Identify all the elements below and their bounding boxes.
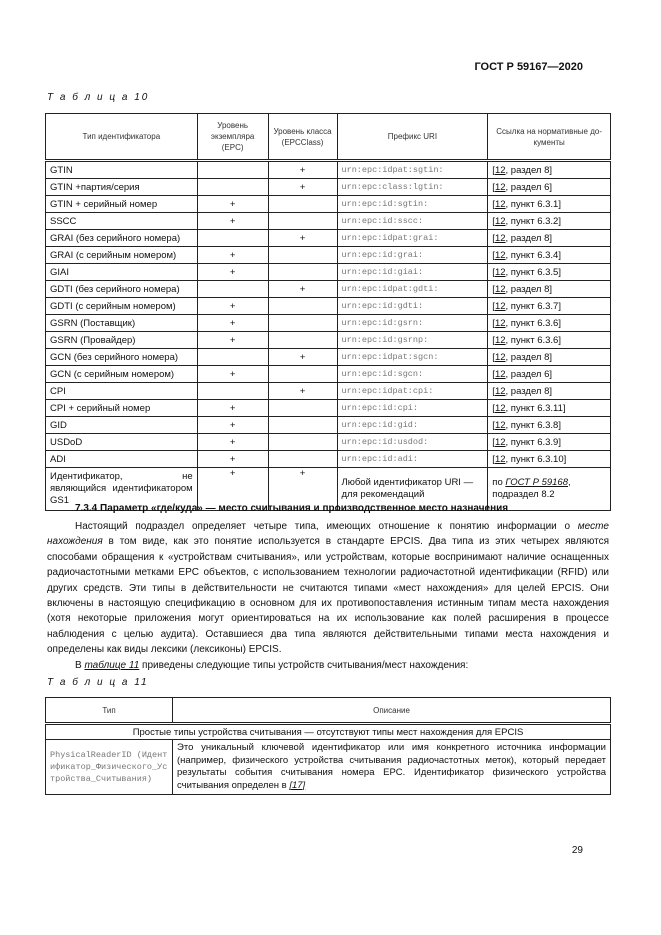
table-row [46,400,611,417]
cell-epcclass [268,417,337,434]
cell-epcclass: + [268,179,337,196]
table-row [46,315,611,332]
cell-type: PhysicalReaderID (Идентификатор_Физического_Устройства_Считывания) [46,740,173,795]
cell-epcclass: + [268,468,337,511]
cell-epcclass: + [268,383,337,400]
cell-epcclass: + [268,230,337,247]
cell-type: GCN (с серийным номером) [46,366,198,383]
ref-link[interactable]: 12 [494,351,506,363]
text: Настоящий подраздел определяет четыре типа, имеющих отношение к понятию информации о [75,521,578,532]
cell-epcclass: + [268,281,337,298]
cell-type: GCN (без серийного номера) [46,349,198,366]
cell-epc [197,230,268,247]
table-row [46,366,611,383]
cell-ref: [12, раздел 8] [488,349,611,366]
ref-link[interactable]: 12 [494,419,506,431]
cell-ref: [12, пункт 6.3.7] [488,298,611,315]
section-title: 7.3.4 Параметр «где/куда» — место считывания и производственное место назначения [75,503,509,514]
ref-text: , раздел 8] [505,164,553,176]
table-10 [45,113,611,511]
ref-text: , пункт 6.3.8] [505,419,561,431]
cell-epc: + [197,196,268,213]
cell-type: GTIN + серийный номер [46,196,198,213]
ref-link[interactable]: 12 [494,283,506,295]
cell-ref: [12, раздел 8] [488,383,611,400]
table-row [46,417,611,434]
cell-prefix: urn:epc:idpat:sgcn: [337,349,488,366]
cell-type: ADI [46,451,198,468]
ref-link[interactable]: 12 [494,368,506,380]
table-row [46,230,611,247]
table-10-caption: Т а б л и ц а 10 [47,92,150,103]
cell-epc: + [197,264,268,281]
cell-ref: [12, пункт 6.3.4] [488,247,611,264]
ref-link[interactable]: 12 [494,249,506,261]
ref-link[interactable]: 12 [494,266,506,278]
standard-header: ГОСТ Р 59167—2020 [474,61,583,73]
table-row [46,451,611,468]
text: Это уникальный ключевой идентификатор или имя конкретного источника информации (например, физического устройства считывания радиочастотных меток), который передает результаты события считывания номера EPC. Идентификатор физического устройства считывания определен в [177,742,606,791]
cell-ref: [12, раздел 8] [488,281,611,298]
cell-ref: [12, пункт 6.3.8] [488,417,611,434]
cell-epc [197,349,268,366]
cell-epcclass [268,400,337,417]
text: приведены следующие типы устройств считывания/мест нахождения: [139,659,469,671]
cell-epcclass [268,315,337,332]
cell-prefix: urn:epc:idpat:cpi: [337,383,488,400]
cell-type: CPI + серийный номер [46,400,198,417]
ref-link[interactable]: 12 [494,215,506,227]
cell-prefix: urn:epc:id:cpi: [337,400,488,417]
cell-prefix: urn:epc:idpat:grai: [337,230,488,247]
cell-epcclass: + [268,161,337,179]
cell-epc: + [197,247,268,264]
cell-prefix: urn:epc:id:adi: [337,451,488,468]
cell-epc: + [197,468,268,511]
cell-prefix: urn:epc:id:gsrn: [337,315,488,332]
cell-epc: + [197,417,268,434]
cell-type: GDTI (без серийного номера) [46,281,198,298]
table-11 [45,697,611,795]
cell-type: GSRN (Поставщик) [46,315,198,332]
cell-ref: [12, пункт 6.3.10] [488,451,611,468]
cell-ref: [12, пункт 6.3.1] [488,196,611,213]
table-row [46,213,611,230]
cell-prefix: urn:epc:id:sgtin: [337,196,488,213]
table-row [46,332,611,349]
ref-text: , раздел 8] [505,351,553,363]
ref-link[interactable]: ГОСТ Р 59168 [505,477,568,488]
cell-ref: [12, раздел 8] [488,161,611,179]
cell-epc: + [197,400,268,417]
cell-type: GRAI (с серийным номером) [46,247,198,264]
col-header: Ссылка на нормативные до-кументы [488,114,611,161]
ref-link[interactable]: 12 [494,402,506,414]
cell-type: Идентификатор, не являющийся идентификатором GS1 [46,468,198,511]
ref-link[interactable]: 12 [494,436,506,448]
table-row [46,161,611,179]
cell-ref: [12, раздел 8] [488,230,611,247]
cell-type: SSCC [46,213,198,230]
ref-text: , пункт 6.3.6] [505,334,561,346]
paragraph [47,519,609,658]
ref-text: , пункт 6.3.1] [505,198,561,210]
col-header: Уровень класса (EPCClass) [268,114,337,161]
cell-epc: + [197,298,268,315]
table-row [46,179,611,196]
cell-epc [197,161,268,179]
cell-epc: + [197,332,268,349]
ref-text: , раздел 6] [505,181,553,193]
cell-ref: [12, пункт 6.3.11] [488,400,611,417]
ref-text: , раздел 8] [505,232,553,244]
cell-prefix: urn:epc:id:sgcn: [337,366,488,383]
cell-epcclass [268,247,337,264]
ref-text: , раздел 8] [505,283,553,295]
cell-ref: [12, пункт 6.3.9] [488,434,611,451]
text: в том виде, как это понятие используется в стандарте EPCIS. Два типа из этих четырех являются способами обращения к «устройствам считывания», или устройствам, которые воспринимают наличие оснащенных радиочастотными метками EPC объектов, с использованием технологии радиочастотной идентификации (RFID) или других средств. Эти типы в действительности не считаются типами «мест нахождения» для целей EPCIS. Они включены в настоящую спецификацию в основном для их противопоставления истинным типам места нахождения (хотя некоторые приложения могут ориентироваться на их использование как полей расширения в процессе наблюдения с целью аудита). Оставшиеся два типа являются действительными типами места нахождения и определены как виды лексики (лексиконы) EPCIS. [47,536,609,656]
cell-type: GTIN [46,161,198,179]
ref-text: по [492,477,506,488]
cell-epc: + [197,366,268,383]
cell-epcclass [268,332,337,349]
cell-epcclass [268,434,337,451]
cell-prefix: Любой идентификатор URI — для рекомендаций [337,468,488,511]
cell-epcclass [268,264,337,281]
cell-epcclass: + [268,349,337,366]
table-row [46,349,611,366]
table-11-link[interactable]: таблице 11 [84,659,140,671]
cell-prefix: urn:epc:id:sscc: [337,213,488,230]
col-header: Префикс URI [337,114,488,161]
table-row [46,383,611,400]
cell-epcclass [268,366,337,383]
table-11-caption: Т а б л и ц а 11 [47,677,149,688]
emphasis: месте нахождения [47,521,609,548]
cell-epcclass [268,451,337,468]
cell-ref: [12, пункт 6.3.6] [488,332,611,349]
cell-type: GID [46,417,198,434]
cell-prefix: urn:epc:id:usdod: [337,434,488,451]
ref-link[interactable]: [17] [289,779,306,791]
col-header: Уровень экземпляра (EPC) [197,114,268,161]
cell-prefix: urn:epc:id:giai: [337,264,488,281]
ref-link[interactable]: 12 [494,164,506,176]
cell-epcclass [268,298,337,315]
cell-prefix: urn:epc:id:gsrnp: [337,332,488,349]
cell-epc [197,383,268,400]
ref-link[interactable]: 12 [494,232,506,244]
cell-epcclass [268,213,337,230]
ref-link[interactable]: 12 [494,385,506,397]
table-row [46,196,611,213]
cell-prefix: urn:epc:class:lgtin: [337,179,488,196]
cell-ref: [12, раздел 6] [488,366,611,383]
cell-epc [197,281,268,298]
page-number: 29 [571,845,583,856]
cell-epc: + [197,451,268,468]
ref-text: , пункт 6.3.5] [505,266,561,278]
cell-ref: [12, пункт 6.3.6] [488,315,611,332]
cell-prefix: urn:epc:id:gid: [337,417,488,434]
ref-text: , пункт 6.3.9] [505,436,561,448]
cell-prefix: urn:epc:id:gdti: [337,298,488,315]
table-row [46,281,611,298]
cell-epc: + [197,213,268,230]
table-row [46,298,611,315]
cell-type: USDoD [46,434,198,451]
table-row [46,740,611,795]
cell-type: GTIN +партия/серия [46,179,198,196]
cell-epc: + [197,434,268,451]
cell-epc: + [197,315,268,332]
cell-epc [197,179,268,196]
group-row: Простые типы устройства считывания — отсутствуют типы мест нахождения для EPCIS [46,724,611,740]
cell-prefix: urn:epc:idpat:gdti: [337,281,488,298]
cell-type: GDTI (с серийным номером) [46,298,198,315]
ref-text: , пункт 6.3.4] [505,249,561,261]
table-row [46,264,611,281]
cell-type: CPI [46,383,198,400]
cell-prefix: urn:epc:idpat:sgtin: [337,161,488,179]
cell-type: GRAI (без серийного номера) [46,230,198,247]
ref-link[interactable]: 12 [494,198,506,210]
cell-type: GSRN (Провайдер) [46,332,198,349]
ref-link[interactable]: 12 [494,334,506,346]
table-row [46,247,611,264]
cell-ref: [12, пункт 6.3.5] [488,264,611,281]
ref-link[interactable]: 12 [494,300,506,312]
table-row [46,434,611,451]
ref-link[interactable]: 12 [494,317,506,329]
text: В [75,659,85,671]
ref-text: , подраздел 8.2 [492,477,571,500]
col-header: Тип [46,698,173,724]
ref-text: , пункт 6.3.6] [505,317,561,329]
ref-text: , пункт 6.3.11] [505,402,566,414]
cell-epcclass [268,196,337,213]
ref-link[interactable]: 12 [494,181,506,193]
col-header: Описание [173,698,611,724]
ref-text: , раздел 8] [505,385,553,397]
cell-ref: [12, раздел 6] [488,179,611,196]
cell-type: GIAI [46,264,198,281]
ref-text: , пункт 6.3.7] [505,300,561,312]
ref-link[interactable]: 12 [494,453,506,465]
ref-text: , раздел 6] [505,368,553,380]
col-header: Тип идентификатора [46,114,198,161]
cell-ref: [12, пункт 6.3.2] [488,213,611,230]
cell-prefix: urn:epc:id:grai: [337,247,488,264]
ref-text: , пункт 6.3.2] [505,215,561,227]
paragraph [47,658,609,673]
cell-description [173,740,611,795]
section-body [47,519,609,673]
ref-text: , пункт 6.3.10] [505,453,567,465]
